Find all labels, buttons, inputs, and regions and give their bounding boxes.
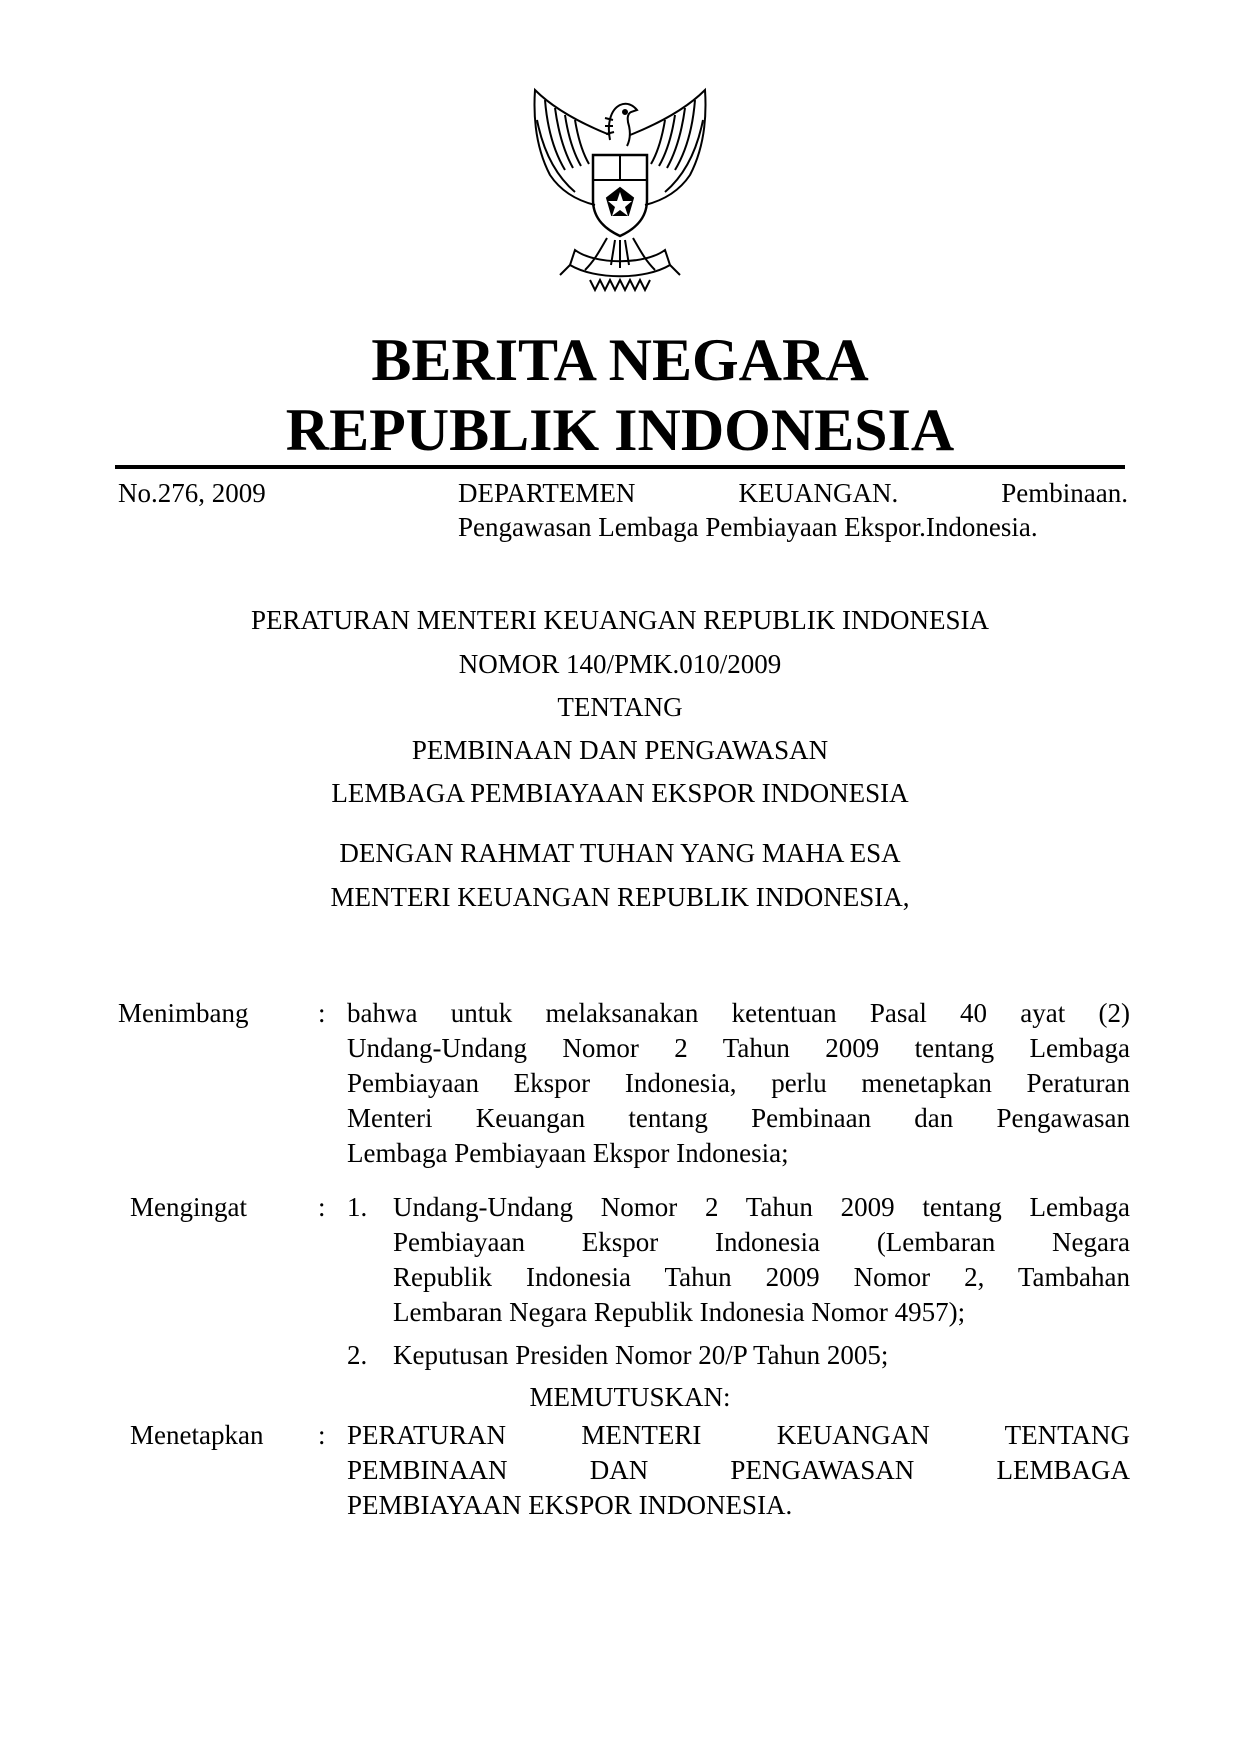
- menimbang-colon: :: [318, 998, 326, 1028]
- menimbang-body: [347, 996, 1130, 1171]
- regulation-subject-line1: PEMBINAAN DAN PENGAWASAN: [411, 735, 829, 765]
- mengingat-item-line: Undang-Undang Nomor 2 Tahun 2009 tentang Lembaga: [393, 1192, 1130, 1222]
- menimbang-line: Menteri Keuangan tentang Pembinaan dan Pengawasan: [347, 1103, 1130, 1133]
- menimbang-label: Menimbang: [118, 998, 249, 1028]
- mengingat-item-line: Republik Indonesia Tahun 2009 Nomor 2, Tambahan: [393, 1262, 1130, 1292]
- menetapkan-line: PEMBINAAN DAN PENGAWASAN LEMBAGA: [347, 1455, 1130, 1485]
- regulation-title: PERATURAN MENTERI KEUANGAN REPUBLIK INDONESIA: [251, 605, 989, 635]
- menetapkan-body: [347, 1418, 1130, 1523]
- menimbang-line: Lembaga Pembiayaan Ekspor Indonesia;: [347, 1138, 789, 1168]
- menimbang-line: Undang-Undang Nomor 2 Tahun 2009 tentang Lembaga: [347, 1033, 1130, 1063]
- menetapkan-colon: :: [318, 1420, 326, 1450]
- preamble-line2: MENTERI KEUANGAN REPUBLIK INDONESIA,: [330, 882, 910, 912]
- mengingat-label: Mengingat: [130, 1192, 247, 1222]
- gazette-number: No.276, 2009: [118, 478, 266, 508]
- gazette-subject: [458, 476, 1128, 544]
- menetapkan-line: PEMBIAYAAN EKSPOR INDONESIA.: [347, 1490, 793, 1520]
- mengingat-item-line: Keputusan Presiden Nomor 20/P Tahun 2005;: [393, 1340, 889, 1370]
- memutuskan-heading: MEMUTUSKAN:: [529, 1382, 731, 1412]
- mengingat-item-line: Pembiayaan Ekspor Indonesia (Lembaran Negara: [393, 1227, 1130, 1257]
- list-number: 1.: [347, 1192, 368, 1222]
- preamble-line1: DENGAN RAHMAT TUHAN YANG MAHA ESA: [339, 838, 901, 868]
- masthead-title-line2: REPUBLIK INDONESIA: [285, 397, 955, 463]
- gazette-subject-line1: DEPARTEMEN KEUANGAN. Pembinaan.: [458, 478, 1128, 508]
- mengingat-colon: :: [318, 1192, 326, 1222]
- list-number: 2.: [347, 1340, 368, 1370]
- masthead-title-line1: BERITA NEGARA: [371, 327, 869, 393]
- menetapkan-line: PERATURAN MENTERI KEUANGAN TENTANG: [347, 1420, 1130, 1450]
- regulation-number: NOMOR 140/PMK.010/2009: [458, 649, 782, 679]
- regulation-subject-line2: LEMBAGA PEMBIAYAAN EKSPOR INDONESIA: [331, 778, 909, 808]
- gazette-subject-line2: Pengawasan Lembaga Pembiayaan Ekspor.Indonesia.: [458, 512, 1038, 542]
- regulation-tentang: TENTANG: [557, 692, 683, 722]
- masthead-divider: [115, 465, 1125, 469]
- menimbang-line: Pembiayaan Ekspor Indonesia, perlu menetapkan Peraturan: [347, 1068, 1130, 1098]
- menimbang-line: bahwa untuk melaksanakan ketentuan Pasal 40 ayat (2): [347, 998, 1130, 1028]
- garuda-pancasila-emblem-icon: [515, 80, 725, 300]
- menetapkan-label: Menetapkan: [130, 1420, 264, 1450]
- mengingat-item-line: Lembaran Negara Republik Indonesia Nomor 4957);: [393, 1297, 966, 1327]
